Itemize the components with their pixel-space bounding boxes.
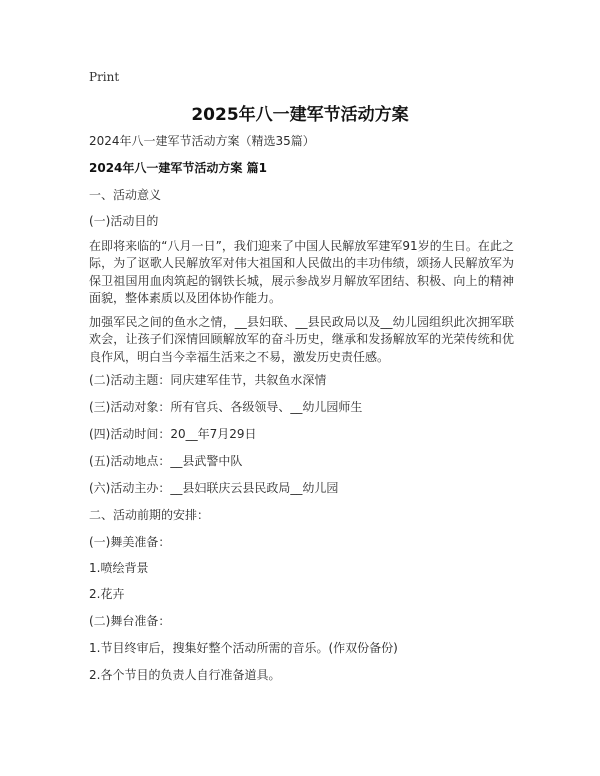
- activity-location: (五)活动地点：__县武警中队: [89, 454, 243, 468]
- paragraph-relations: 加强军民之间的鱼水之情，__县妇联、__县民政局以及__幼儿园组织此次拥军联欢会，让孩子们深情回顾解放军的奋斗历史，继承和发扬解放军的光荣传统和优良作风，明白当今幸福生活来之不易，激发历史责任感。: [89, 315, 514, 364]
- list-item-flowers: 2.花卉: [89, 587, 125, 601]
- activity-theme: (二)活动主题：同庆建军佳节，共叙鱼水深情: [89, 373, 327, 387]
- list-item-props: 2.各个节目的负责人自行准备道具。: [89, 668, 281, 682]
- print-link[interactable]: Print: [89, 70, 120, 84]
- paragraph-purpose: 在即将来临的“八月一日”，我们迎来了中国人民解放军建军91岁的生日。在此之际，为了讴歌人民解放军对伟大祖国和人民做出的丰功伟绩，颂扬人民解放军为保卫祖国用血肉筑起的钢铁长城，展示参战岁月解放军团结、积极、向上的精神面貌，整体素质以及团体协作能力。: [89, 239, 514, 305]
- activity-organizer: (六)活动主办：__县妇联庆云县民政局__幼儿园: [89, 481, 339, 495]
- list-item-music: 1.节目终审后，搜集好整个活动所需的音乐。(作双份备份): [89, 641, 398, 655]
- heading-preparation: 二、活动前期的安排：: [89, 508, 210, 522]
- document-subtitle: 2024年八一建军节活动方案（精选35篇）: [89, 134, 315, 148]
- activity-time: (四)活动时间：20__年7月29日: [89, 427, 257, 441]
- subheading-activity-purpose: (一)活动目的: [89, 214, 159, 228]
- list-item-backdrop: 1.喷绘背景: [89, 561, 149, 575]
- page-title: 2025年八一建军节活动方案: [191, 105, 409, 125]
- heading-activity-significance: 一、活动意义: [89, 188, 162, 202]
- section-heading: 2024年八一建军节活动方案 篇1: [89, 161, 267, 175]
- subheading-stage-preparation: (二)舞台准备：: [89, 614, 171, 628]
- activity-audience: (三)活动对象：所有官兵、各级领导、__幼儿园师生: [89, 400, 363, 414]
- subheading-stage-design: (一)舞美准备：: [89, 535, 171, 549]
